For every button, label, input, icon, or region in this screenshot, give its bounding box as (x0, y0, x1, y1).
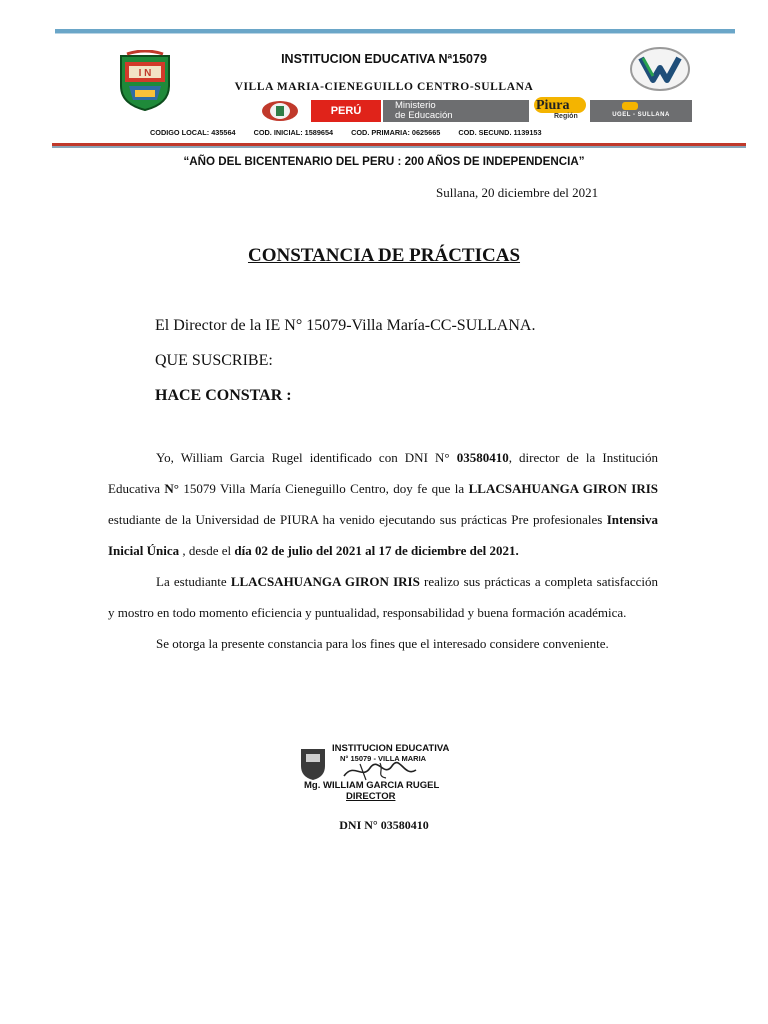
code-inicial: COD. INICIAL: 1589654 (253, 128, 334, 137)
school-name: INSTITUCION EDUCATIVA Nª15079 (281, 52, 487, 66)
ministerio-educacion-logo (383, 100, 529, 122)
piura-label: Piura (536, 98, 570, 113)
stamp-director-role: DIRECTOR (346, 791, 396, 802)
director-dni (0, 818, 768, 833)
document-date: Sullana, 20 diciembre del 2021 (436, 185, 599, 200)
year-motto: “AÑO DEL BICENTENARIO DEL PERU : 200 AÑOS DE INDEPENDENCIA” (183, 155, 585, 168)
code-local: CODIGO LOCAL: 435564 (150, 128, 236, 137)
piura-sub-label: Región (554, 113, 578, 120)
director-stamp (296, 740, 466, 802)
institution-logos-strip (252, 100, 692, 122)
stamp-crest-icon (298, 746, 328, 782)
piura-region-logo (534, 97, 590, 123)
handwritten-signature (340, 760, 420, 782)
p1-text-d: estudiante de la Universidad de PIURA ha venido ejecutando sus prácticas Pre profesionales (108, 512, 607, 527)
ugel-label: UGEL - SULLANA (612, 112, 670, 118)
ministerio-line2: de Educación (395, 110, 453, 121)
p1-text-b: , director de la Institución Educativa (108, 450, 658, 496)
p1-number-sign: N° (164, 481, 179, 496)
dni-value: 03580410 (380, 818, 429, 832)
p2-text-a: La estudiante (156, 574, 231, 589)
p1-text-c: 15079 Villa María Cieneguillo Centro, doy fe que la (178, 481, 469, 496)
p2-text-b: realizo sus prácticas a completa satisfacción y mostro en todo momento eficiencia y puntualidad, responsabilidad y buena formación académica. (108, 574, 658, 620)
peru-coat-of-arms-icon (252, 100, 308, 122)
peru-brand-logo: PERÚ (311, 100, 381, 122)
p2-student-name: LLACSAHUANGA GIRON IRIS (230, 574, 420, 589)
school-location: VILLA MARIA-CIENEGUILLO CENTRO-SULLANA (234, 81, 534, 93)
svg-text:I N: I N (138, 68, 152, 79)
suscribe-line: QUE SUSCRIBE: (155, 352, 273, 369)
director-line: El Director de la IE N° 15079-Villa María-CC-SULLANA. (155, 317, 536, 334)
header-top-rule-light (55, 33, 735, 34)
code-primaria: COD. PRIMARIA: 0625665 (351, 128, 441, 137)
body-paragraph-3: Se otorga la presente constancia para los fines que el interesado considere conveniente. (156, 636, 609, 651)
p1-dni: 03580410 (456, 450, 509, 465)
school-codes (150, 128, 558, 137)
document-title: CONSTANCIA DE PRÁCTICAS (247, 245, 521, 266)
p1-text-e: , desde el (179, 543, 235, 558)
header-bottom-rule-shadow (52, 146, 746, 148)
code-secundaria: COD. SECUND. 1139153 (458, 128, 542, 137)
stamp-director-name: Mg. WILLIAM GARCIA RUGEL (304, 780, 440, 791)
stamp-line1: INSTITUCION EDUCATIVA (332, 743, 450, 754)
p1-program: Intensiva Inicial Única (108, 512, 658, 558)
hace-constar-line: HACE CONSTAR : (155, 387, 292, 404)
ministerio-line1: Ministerio (395, 100, 436, 111)
ugel-sullana-logo (590, 100, 692, 122)
dni-label: DNI N° (339, 818, 378, 832)
p1-period: día 02 de julio del 2021 al 17 de diciembre del 2021. (234, 543, 519, 558)
certificate-body (108, 442, 658, 659)
stamp-line2: N° 15079 - VILLA MARIA (340, 754, 427, 763)
body-paragraph-2 (108, 566, 658, 628)
p1-text-a: Yo, William Garcia Rugel identificado con DNI N° (156, 450, 457, 465)
p1-student-name: LLACSAHUANGA GIRON IRIS (468, 481, 659, 496)
body-paragraph-1 (108, 442, 658, 566)
